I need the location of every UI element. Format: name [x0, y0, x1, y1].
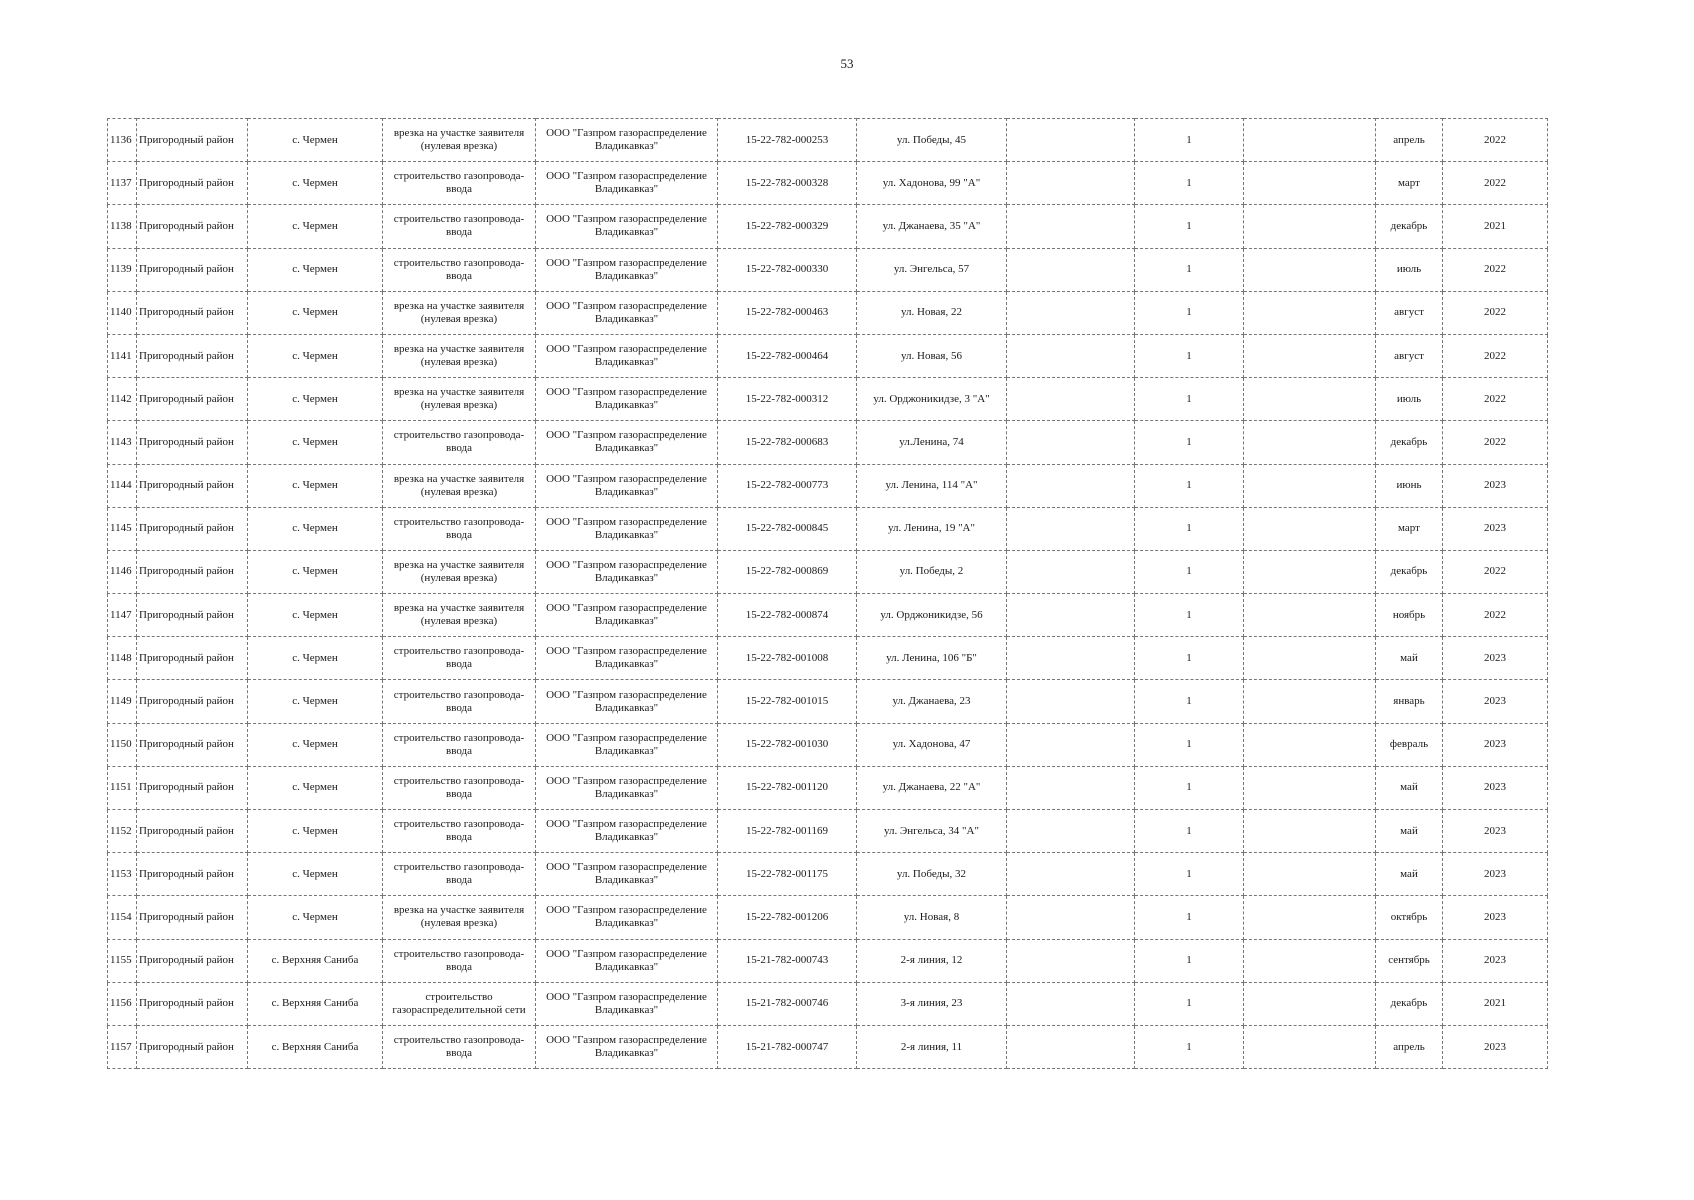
- work-type-cell: врезка на участке заявителя (нулевая врезка): [383, 896, 536, 939]
- address-cell: ул. Джанаева, 35 "А": [857, 205, 1007, 248]
- application-code-cell: 15-21-782-000746: [718, 982, 857, 1025]
- table-row: [108, 896, 1548, 939]
- district-cell: Пригородный район: [137, 248, 248, 291]
- work-type-cell: строительство газопровода-ввода: [383, 162, 536, 205]
- district-cell: Пригородный район: [137, 1025, 248, 1068]
- count-cell: 1: [1135, 723, 1244, 766]
- application-code-cell: 15-22-782-000869: [718, 550, 857, 593]
- empty-cell: [1244, 810, 1376, 853]
- count-cell: 1: [1135, 853, 1244, 896]
- district-cell: Пригородный район: [137, 291, 248, 334]
- year-cell: 2022: [1443, 421, 1548, 464]
- settlement-cell: с. Чермен: [248, 162, 383, 205]
- row-number: 1139: [108, 248, 137, 291]
- empty-cell: [1007, 810, 1135, 853]
- empty-cell: [1244, 982, 1376, 1025]
- count-cell: 1: [1135, 119, 1244, 162]
- count-cell: 1: [1135, 1025, 1244, 1068]
- address-cell: 2-я линия, 11: [857, 1025, 1007, 1068]
- organization-cell: ООО "Газпром газораспределение Владикавказ": [536, 421, 718, 464]
- empty-cell: [1007, 637, 1135, 680]
- work-type-cell: строительство газопровода-ввода: [383, 680, 536, 723]
- organization-cell: ООО "Газпром газораспределение Владикавказ": [536, 766, 718, 809]
- address-cell: ул. Победы, 45: [857, 119, 1007, 162]
- application-code-cell: 15-22-782-001206: [718, 896, 857, 939]
- count-cell: 1: [1135, 205, 1244, 248]
- table-row: [108, 1025, 1548, 1068]
- organization-cell: ООО "Газпром газораспределение Владикавказ": [536, 594, 718, 637]
- row-number: 1137: [108, 162, 137, 205]
- organization-cell: ООО "Газпром газораспределение Владикавказ": [536, 1025, 718, 1068]
- application-code-cell: 15-22-782-001015: [718, 680, 857, 723]
- work-type-cell: строительство газораспределительной сети: [383, 982, 536, 1025]
- count-cell: 1: [1135, 378, 1244, 421]
- organization-cell: ООО "Газпром газораспределение Владикавказ": [536, 680, 718, 723]
- year-cell: 2022: [1443, 594, 1548, 637]
- empty-cell: [1244, 637, 1376, 680]
- count-cell: 1: [1135, 982, 1244, 1025]
- empty-cell: [1244, 119, 1376, 162]
- district-cell: Пригородный район: [137, 162, 248, 205]
- address-cell: ул. Ленина, 19 "А": [857, 507, 1007, 550]
- district-cell: Пригородный район: [137, 334, 248, 377]
- row-number: 1141: [108, 334, 137, 377]
- empty-cell: [1007, 939, 1135, 982]
- work-type-cell: строительство газопровода-ввода: [383, 421, 536, 464]
- year-cell: 2023: [1443, 464, 1548, 507]
- row-number: 1149: [108, 680, 137, 723]
- organization-cell: ООО "Газпром газораспределение Владикавказ": [536, 896, 718, 939]
- row-number: 1136: [108, 119, 137, 162]
- district-cell: Пригородный район: [137, 378, 248, 421]
- month-cell: декабрь: [1376, 982, 1443, 1025]
- page-number: 53: [840, 56, 854, 71]
- district-cell: Пригородный район: [137, 766, 248, 809]
- empty-cell: [1007, 507, 1135, 550]
- work-type-cell: строительство газопровода-ввода: [383, 810, 536, 853]
- work-type-cell: врезка на участке заявителя (нулевая врезка): [383, 119, 536, 162]
- application-code-cell: 15-22-782-000683: [718, 421, 857, 464]
- organization-cell: ООО "Газпром газораспределение Владикавказ": [536, 982, 718, 1025]
- address-cell: ул. Орджоникидзе, 56: [857, 594, 1007, 637]
- organization-cell: ООО "Газпром газораспределение Владикавказ": [536, 939, 718, 982]
- work-type-cell: врезка на участке заявителя (нулевая врезка): [383, 464, 536, 507]
- empty-cell: [1244, 291, 1376, 334]
- organization-cell: ООО "Газпром газораспределение Владикавказ": [536, 723, 718, 766]
- empty-cell: [1244, 594, 1376, 637]
- count-cell: 1: [1135, 810, 1244, 853]
- row-number: 1144: [108, 464, 137, 507]
- table-row: [108, 162, 1548, 205]
- settlement-cell: с. Чермен: [248, 334, 383, 377]
- row-number: 1153: [108, 853, 137, 896]
- year-cell: 2022: [1443, 248, 1548, 291]
- settlement-cell: с. Чермен: [248, 853, 383, 896]
- work-type-cell: врезка на участке заявителя (нулевая врезка): [383, 550, 536, 593]
- row-number: 1138: [108, 205, 137, 248]
- year-cell: 2023: [1443, 723, 1548, 766]
- month-cell: март: [1376, 162, 1443, 205]
- row-number: 1145: [108, 507, 137, 550]
- empty-cell: [1244, 205, 1376, 248]
- year-cell: 2023: [1443, 853, 1548, 896]
- settlement-cell: с. Чермен: [248, 896, 383, 939]
- address-cell: ул. Джанаева, 23: [857, 680, 1007, 723]
- empty-cell: [1244, 550, 1376, 593]
- empty-cell: [1244, 939, 1376, 982]
- month-cell: январь: [1376, 680, 1443, 723]
- application-code-cell: 15-22-782-000773: [718, 464, 857, 507]
- month-cell: апрель: [1376, 119, 1443, 162]
- empty-cell: [1244, 680, 1376, 723]
- address-cell: ул. Победы, 32: [857, 853, 1007, 896]
- district-cell: Пригородный район: [137, 680, 248, 723]
- register-table: [107, 118, 1548, 1069]
- count-cell: 1: [1135, 550, 1244, 593]
- month-cell: август: [1376, 291, 1443, 334]
- address-cell: ул. Новая, 8: [857, 896, 1007, 939]
- row-number: 1155: [108, 939, 137, 982]
- count-cell: 1: [1135, 896, 1244, 939]
- count-cell: 1: [1135, 334, 1244, 377]
- address-cell: ул. Джанаева, 22 "А": [857, 766, 1007, 809]
- work-type-cell: строительство газопровода-ввода: [383, 939, 536, 982]
- count-cell: 1: [1135, 507, 1244, 550]
- month-cell: август: [1376, 334, 1443, 377]
- table-row: [108, 421, 1548, 464]
- work-type-cell: строительство газопровода-ввода: [383, 507, 536, 550]
- application-code-cell: 15-22-782-000463: [718, 291, 857, 334]
- district-cell: Пригородный район: [137, 205, 248, 248]
- row-number: 1143: [108, 421, 137, 464]
- district-cell: Пригородный район: [137, 810, 248, 853]
- row-number: 1148: [108, 637, 137, 680]
- empty-cell: [1007, 982, 1135, 1025]
- empty-cell: [1007, 421, 1135, 464]
- district-cell: Пригородный район: [137, 939, 248, 982]
- address-cell: ул.Ленина, 74: [857, 421, 1007, 464]
- empty-cell: [1244, 1025, 1376, 1068]
- work-type-cell: врезка на участке заявителя (нулевая врезка): [383, 291, 536, 334]
- row-number: 1150: [108, 723, 137, 766]
- table-row: [108, 810, 1548, 853]
- district-cell: Пригородный район: [137, 594, 248, 637]
- table-row: [108, 205, 1548, 248]
- table-row: [108, 853, 1548, 896]
- year-cell: 2023: [1443, 896, 1548, 939]
- application-code-cell: 15-22-782-000845: [718, 507, 857, 550]
- application-code-cell: 15-22-782-001030: [718, 723, 857, 766]
- year-cell: 2023: [1443, 507, 1548, 550]
- organization-cell: ООО "Газпром газораспределение Владикавказ": [536, 507, 718, 550]
- address-cell: ул. Хадонова, 99 "А": [857, 162, 1007, 205]
- settlement-cell: с. Чермен: [248, 378, 383, 421]
- organization-cell: ООО "Газпром газораспределение Владикавказ": [536, 205, 718, 248]
- month-cell: июнь: [1376, 464, 1443, 507]
- organization-cell: ООО "Газпром газораспределение Владикавказ": [536, 550, 718, 593]
- address-cell: 3-я линия, 23: [857, 982, 1007, 1025]
- empty-cell: [1007, 680, 1135, 723]
- application-code-cell: 15-22-782-000330: [718, 248, 857, 291]
- address-cell: ул. Новая, 22: [857, 291, 1007, 334]
- settlement-cell: с. Чермен: [248, 810, 383, 853]
- address-cell: ул. Ленина, 106 "Б": [857, 637, 1007, 680]
- empty-cell: [1007, 766, 1135, 809]
- empty-cell: [1244, 464, 1376, 507]
- year-cell: 2023: [1443, 637, 1548, 680]
- application-code-cell: 15-22-782-000874: [718, 594, 857, 637]
- application-code-cell: 15-21-782-000743: [718, 939, 857, 982]
- empty-cell: [1244, 162, 1376, 205]
- settlement-cell: с. Чермен: [248, 594, 383, 637]
- table-row: [108, 982, 1548, 1025]
- district-cell: Пригородный район: [137, 507, 248, 550]
- address-cell: 2-я линия, 12: [857, 939, 1007, 982]
- empty-cell: [1007, 291, 1135, 334]
- work-type-cell: строительство газопровода-ввода: [383, 205, 536, 248]
- settlement-cell: с. Чермен: [248, 766, 383, 809]
- row-number: 1146: [108, 550, 137, 593]
- empty-cell: [1007, 119, 1135, 162]
- district-cell: Пригородный район: [137, 982, 248, 1025]
- table-row: [108, 939, 1548, 982]
- address-cell: ул. Хадонова, 47: [857, 723, 1007, 766]
- row-number: 1154: [108, 896, 137, 939]
- count-cell: 1: [1135, 939, 1244, 982]
- empty-cell: [1007, 334, 1135, 377]
- organization-cell: ООО "Газпром газораспределение Владикавказ": [536, 464, 718, 507]
- work-type-cell: строительство газопровода-ввода: [383, 637, 536, 680]
- settlement-cell: с. Верхняя Саниба: [248, 1025, 383, 1068]
- district-cell: Пригородный район: [137, 637, 248, 680]
- year-cell: 2023: [1443, 680, 1548, 723]
- organization-cell: ООО "Газпром газораспределение Владикавказ": [536, 334, 718, 377]
- settlement-cell: с. Чермен: [248, 464, 383, 507]
- application-code-cell: 15-22-782-000329: [718, 205, 857, 248]
- year-cell: 2023: [1443, 766, 1548, 809]
- district-cell: Пригородный район: [137, 723, 248, 766]
- table-row: [108, 291, 1548, 334]
- organization-cell: ООО "Газпром газораспределение Владикавказ": [536, 810, 718, 853]
- address-cell: ул. Победы, 2: [857, 550, 1007, 593]
- empty-cell: [1244, 723, 1376, 766]
- table-row: [108, 550, 1548, 593]
- empty-cell: [1244, 378, 1376, 421]
- district-cell: Пригородный район: [137, 119, 248, 162]
- count-cell: 1: [1135, 594, 1244, 637]
- row-number: 1151: [108, 766, 137, 809]
- month-cell: сентябрь: [1376, 939, 1443, 982]
- settlement-cell: с. Верхняя Саниба: [248, 939, 383, 982]
- empty-cell: [1007, 550, 1135, 593]
- settlement-cell: с. Чермен: [248, 119, 383, 162]
- organization-cell: ООО "Газпром газораспределение Владикавказ": [536, 291, 718, 334]
- year-cell: 2022: [1443, 334, 1548, 377]
- table-row: [108, 680, 1548, 723]
- empty-cell: [1007, 464, 1135, 507]
- month-cell: июль: [1376, 248, 1443, 291]
- year-cell: 2021: [1443, 205, 1548, 248]
- district-cell: Пригородный район: [137, 421, 248, 464]
- month-cell: декабрь: [1376, 550, 1443, 593]
- district-cell: Пригородный район: [137, 853, 248, 896]
- month-cell: апрель: [1376, 1025, 1443, 1068]
- settlement-cell: с. Чермен: [248, 723, 383, 766]
- month-cell: июль: [1376, 378, 1443, 421]
- settlement-cell: с. Чермен: [248, 291, 383, 334]
- address-cell: ул. Энгельса, 34 "А": [857, 810, 1007, 853]
- empty-cell: [1007, 205, 1135, 248]
- application-code-cell: 15-22-782-001120: [718, 766, 857, 809]
- empty-cell: [1244, 421, 1376, 464]
- organization-cell: ООО "Газпром газораспределение Владикавказ": [536, 119, 718, 162]
- table-row: [108, 507, 1548, 550]
- settlement-cell: с. Чермен: [248, 637, 383, 680]
- application-code-cell: 15-22-782-000312: [718, 378, 857, 421]
- empty-cell: [1007, 162, 1135, 205]
- count-cell: 1: [1135, 421, 1244, 464]
- row-number: 1156: [108, 982, 137, 1025]
- table-row: [108, 119, 1548, 162]
- address-cell: ул. Орджоникидзе, 3 "А": [857, 378, 1007, 421]
- work-type-cell: строительство газопровода-ввода: [383, 723, 536, 766]
- organization-cell: ООО "Газпром газораспределение Владикавказ": [536, 248, 718, 291]
- settlement-cell: с. Чермен: [248, 248, 383, 291]
- empty-cell: [1007, 594, 1135, 637]
- application-code-cell: 15-21-782-000747: [718, 1025, 857, 1068]
- table-row: [108, 334, 1548, 377]
- month-cell: май: [1376, 810, 1443, 853]
- application-code-cell: 15-22-782-000464: [718, 334, 857, 377]
- year-cell: 2023: [1443, 1025, 1548, 1068]
- count-cell: 1: [1135, 766, 1244, 809]
- settlement-cell: с. Чермен: [248, 507, 383, 550]
- empty-cell: [1244, 507, 1376, 550]
- organization-cell: ООО "Газпром газораспределение Владикавказ": [536, 378, 718, 421]
- count-cell: 1: [1135, 680, 1244, 723]
- empty-cell: [1007, 378, 1135, 421]
- empty-cell: [1007, 1025, 1135, 1068]
- year-cell: 2021: [1443, 982, 1548, 1025]
- application-code-cell: 15-22-782-001175: [718, 853, 857, 896]
- year-cell: 2022: [1443, 291, 1548, 334]
- month-cell: март: [1376, 507, 1443, 550]
- district-cell: Пригородный район: [137, 464, 248, 507]
- row-number: 1157: [108, 1025, 137, 1068]
- row-number: 1147: [108, 594, 137, 637]
- work-type-cell: врезка на участке заявителя (нулевая врезка): [383, 594, 536, 637]
- month-cell: май: [1376, 766, 1443, 809]
- address-cell: ул. Новая, 56: [857, 334, 1007, 377]
- settlement-cell: с. Верхняя Саниба: [248, 982, 383, 1025]
- year-cell: 2022: [1443, 550, 1548, 593]
- table-row: [108, 594, 1548, 637]
- month-cell: май: [1376, 853, 1443, 896]
- month-cell: декабрь: [1376, 205, 1443, 248]
- empty-cell: [1007, 853, 1135, 896]
- table-row: [108, 464, 1548, 507]
- year-cell: 2023: [1443, 810, 1548, 853]
- application-code-cell: 15-22-782-001169: [718, 810, 857, 853]
- year-cell: 2022: [1443, 119, 1548, 162]
- application-code-cell: 15-22-782-000253: [718, 119, 857, 162]
- empty-cell: [1244, 896, 1376, 939]
- work-type-cell: строительство газопровода-ввода: [383, 1025, 536, 1068]
- empty-cell: [1244, 334, 1376, 377]
- month-cell: ноябрь: [1376, 594, 1443, 637]
- table-row: [108, 723, 1548, 766]
- settlement-cell: с. Чермен: [248, 550, 383, 593]
- table-row: [108, 637, 1548, 680]
- settlement-cell: с. Чермен: [248, 421, 383, 464]
- work-type-cell: строительство газопровода-ввода: [383, 853, 536, 896]
- empty-cell: [1244, 766, 1376, 809]
- table-row: [108, 248, 1548, 291]
- empty-cell: [1007, 248, 1135, 291]
- organization-cell: ООО "Газпром газораспределение Владикавказ": [536, 162, 718, 205]
- year-cell: 2023: [1443, 939, 1548, 982]
- work-type-cell: строительство газопровода-ввода: [383, 248, 536, 291]
- address-cell: ул. Ленина, 114 "А": [857, 464, 1007, 507]
- count-cell: 1: [1135, 464, 1244, 507]
- row-number: 1140: [108, 291, 137, 334]
- organization-cell: ООО "Газпром газораспределение Владикавказ": [536, 637, 718, 680]
- row-number: 1152: [108, 810, 137, 853]
- month-cell: октябрь: [1376, 896, 1443, 939]
- organization-cell: ООО "Газпром газораспределение Владикавказ": [536, 853, 718, 896]
- address-cell: ул. Энгельса, 57: [857, 248, 1007, 291]
- empty-cell: [1244, 248, 1376, 291]
- row-number: 1142: [108, 378, 137, 421]
- district-cell: Пригородный район: [137, 896, 248, 939]
- district-cell: Пригородный район: [137, 550, 248, 593]
- register-body: [108, 119, 1548, 1069]
- table-row: [108, 766, 1548, 809]
- work-type-cell: врезка на участке заявителя (нулевая врезка): [383, 334, 536, 377]
- count-cell: 1: [1135, 248, 1244, 291]
- empty-cell: [1244, 853, 1376, 896]
- empty-cell: [1007, 723, 1135, 766]
- settlement-cell: с. Чермен: [248, 680, 383, 723]
- month-cell: декабрь: [1376, 421, 1443, 464]
- work-type-cell: врезка на участке заявителя (нулевая врезка): [383, 378, 536, 421]
- count-cell: 1: [1135, 291, 1244, 334]
- work-type-cell: строительство газопровода-ввода: [383, 766, 536, 809]
- application-code-cell: 15-22-782-000328: [718, 162, 857, 205]
- table-row: [108, 378, 1548, 421]
- month-cell: февраль: [1376, 723, 1443, 766]
- count-cell: 1: [1135, 162, 1244, 205]
- month-cell: май: [1376, 637, 1443, 680]
- year-cell: 2022: [1443, 162, 1548, 205]
- application-code-cell: 15-22-782-001008: [718, 637, 857, 680]
- year-cell: 2022: [1443, 378, 1548, 421]
- empty-cell: [1007, 896, 1135, 939]
- count-cell: 1: [1135, 637, 1244, 680]
- settlement-cell: с. Чермен: [248, 205, 383, 248]
